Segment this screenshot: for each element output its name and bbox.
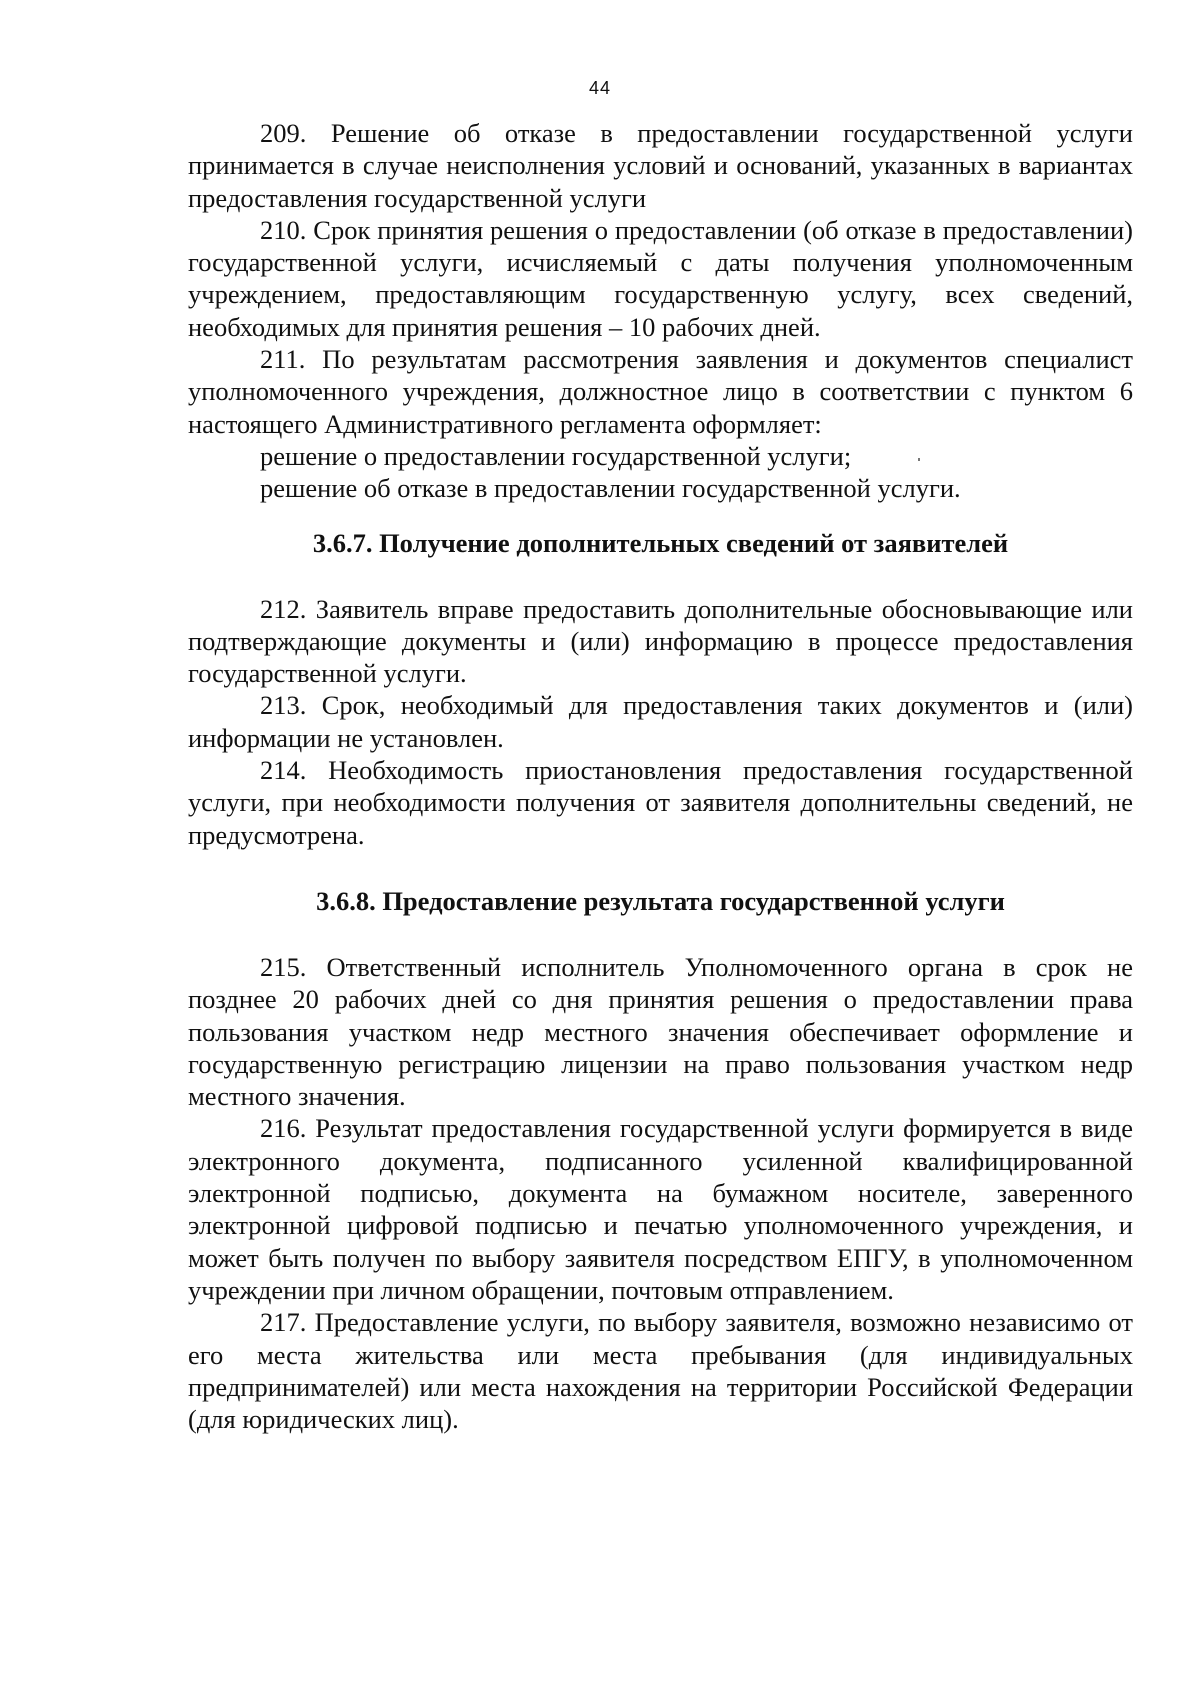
paragraph-217: 217. Предоставление услуги, по выбору заявителя, возможно независимо от его места жительства или места пребывания (для индивидуальных предпринимателей) или места нахождения на территории Российской Федерации (для юридических лиц). bbox=[188, 1307, 1133, 1435]
paragraph-209: 209. Решение об отказе в предоставлении государственной услуги принимается в случае неисполнения условий и оснований, указанных в вариантах предоставления государственной услуги bbox=[188, 118, 1133, 213]
section-heading-3-6-8: 3.6.8. Предоставление результата государственной услуги bbox=[316, 885, 1005, 916]
paragraph-210: 210. Срок принятия решения о предоставлении (об отказе в предоставлении) государственной услуги, исчисляемый с даты получения уполномоченным учреждением, предоставляющим государственную услугу, всех сведений, необходимых для принятия решения – 10 рабочих дней. bbox=[188, 214, 1133, 342]
paragraph-212: 212. Заявитель вправе предоставить дополнительные обосновывающие или подтверждающие документы и (или) информацию в процессе предоставления государственной услуги. bbox=[188, 593, 1133, 689]
list-item-decision-refusal: решение об отказе в предоставлении государственной услуги. bbox=[260, 473, 961, 504]
section-heading-3-6-7: 3.6.7. Получение дополнительных сведений от заявителей bbox=[312, 527, 1009, 558]
paragraph-211: 211. По результатам рассмотрения заявления и документов специалист уполномоченного учреждения, должностное лицо в соответствии с пунктом 6 настоящего Административного регламента оформляет: bbox=[188, 344, 1133, 439]
paragraph-214: 214. Необходимость приостановления предоставления государственной услуги, при необходимости получения от заявителя дополнительны сведений, не предусмотрена. bbox=[188, 755, 1133, 850]
page-number: 44 bbox=[588, 78, 612, 98]
paragraph-215: 215. Ответственный исполнитель Уполномоченного органа в срок не позднее 20 рабочих дней со дня принятия решения о предоставлении права пользования участком недр местного значения обеспечивает оформление и государственную регистрацию лицензии на право пользования участком недр местного значения. bbox=[188, 951, 1133, 1112]
document-body bbox=[188, 117, 1133, 1435]
paragraph-216: 216. Результат предоставления государственной услуги формируется в виде электронного документа, подписанного усиленной квалифицированной электронной подписью, документа на бумажном носителе, заверенного электронной цифровой подписью и печатью уполномоченного учреждения, и может быть получен по выбору заявителя посредством ЕПГУ, в уполномоченном учреждении при личном обращении, почтовым отправлением. bbox=[188, 1113, 1133, 1305]
list-item-decision-grant: решение о предоставлении государственной услуги; bbox=[260, 440, 852, 471]
paragraph-213: 213. Срок, необходимый для предоставления таких документов и (или) информации не установлен. bbox=[188, 690, 1133, 753]
